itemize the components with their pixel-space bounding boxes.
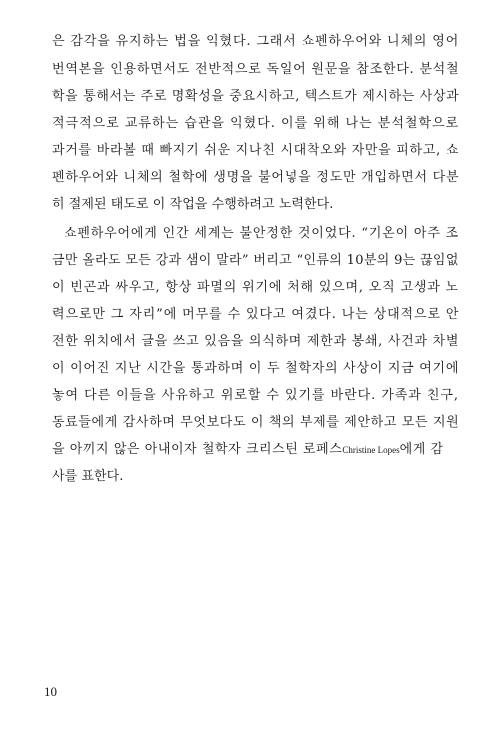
text-segment: 을 아끼지 않은 아내이자 철학자 크리스틴 로페스 [52, 442, 343, 457]
text-line: 이 빈곤과 싸우고, 항상 파멸의 위기에 처해 있으며, 오직 고생과 노 [52, 280, 459, 295]
text-line: 사를 표한다. [52, 469, 124, 484]
text-line: 히 절제된 태도로 이 작업을 수행하려고 노력한다. [52, 197, 334, 212]
text-line: 적극적으로 교류하는 습관을 익혔다. 이를 위해 나는 분석철학으로 [52, 116, 460, 131]
text-line: 동료들에게 감사하며 무엇보다도 이 책의 부제를 제안하고 모든 지원 [52, 415, 460, 430]
text-line: 학을 통해서는 주로 명확성을 중요시하고, 텍스트가 제시하는 사상과 [52, 89, 460, 104]
text-line: 력으로만 그 자리”에 머무를 수 있다고 여겼다. 나는 상대적으로 안 [52, 307, 460, 322]
text-line: 은 감각을 유지하는 법을 익혔다. 그래서 쇼펜하우어와 니체의 영어 [52, 34, 460, 49]
text-line: 전한 위치에서 글을 쓰고 있음을 의식하며 제한과 봉쇄, 사건과 차별 [52, 334, 460, 349]
text-segment: 에게 감 [399, 442, 444, 457]
text-line: 과거를 바라볼 때 빠지기 쉬운 지나친 시대착오와 자만을 피하고, 쇼 [52, 143, 460, 158]
text-line: 쇼펜하우어에게 인간 세계는 불안정한 것이었다. “기온이 아주 조 [64, 226, 460, 241]
latin-name: Christine Lopes [342, 445, 400, 455]
text-line: 번역본을 인용하면서도 전반적으로 독일어 원문을 참조한다. 분석철 [52, 62, 460, 77]
text-line: 이 이어진 지난 시간을 통과하며 이 두 철학자의 사상이 지금 여기에 [52, 361, 460, 376]
page-number: 10 [44, 684, 57, 699]
text-line: 놓여 다른 이들을 사유하고 위로할 수 있기를 바란다. 가족과 친구, [52, 388, 459, 403]
text-line: 금만 올라도 모든 강과 샘이 말라” 버리고 “인류의 10분의 9는 끊임없 [52, 253, 459, 268]
text-line [52, 442, 444, 458]
text-line: 펜하우어와 니체의 철학에 생명을 불어넣을 정도만 개입하면서 다분 [52, 170, 460, 185]
